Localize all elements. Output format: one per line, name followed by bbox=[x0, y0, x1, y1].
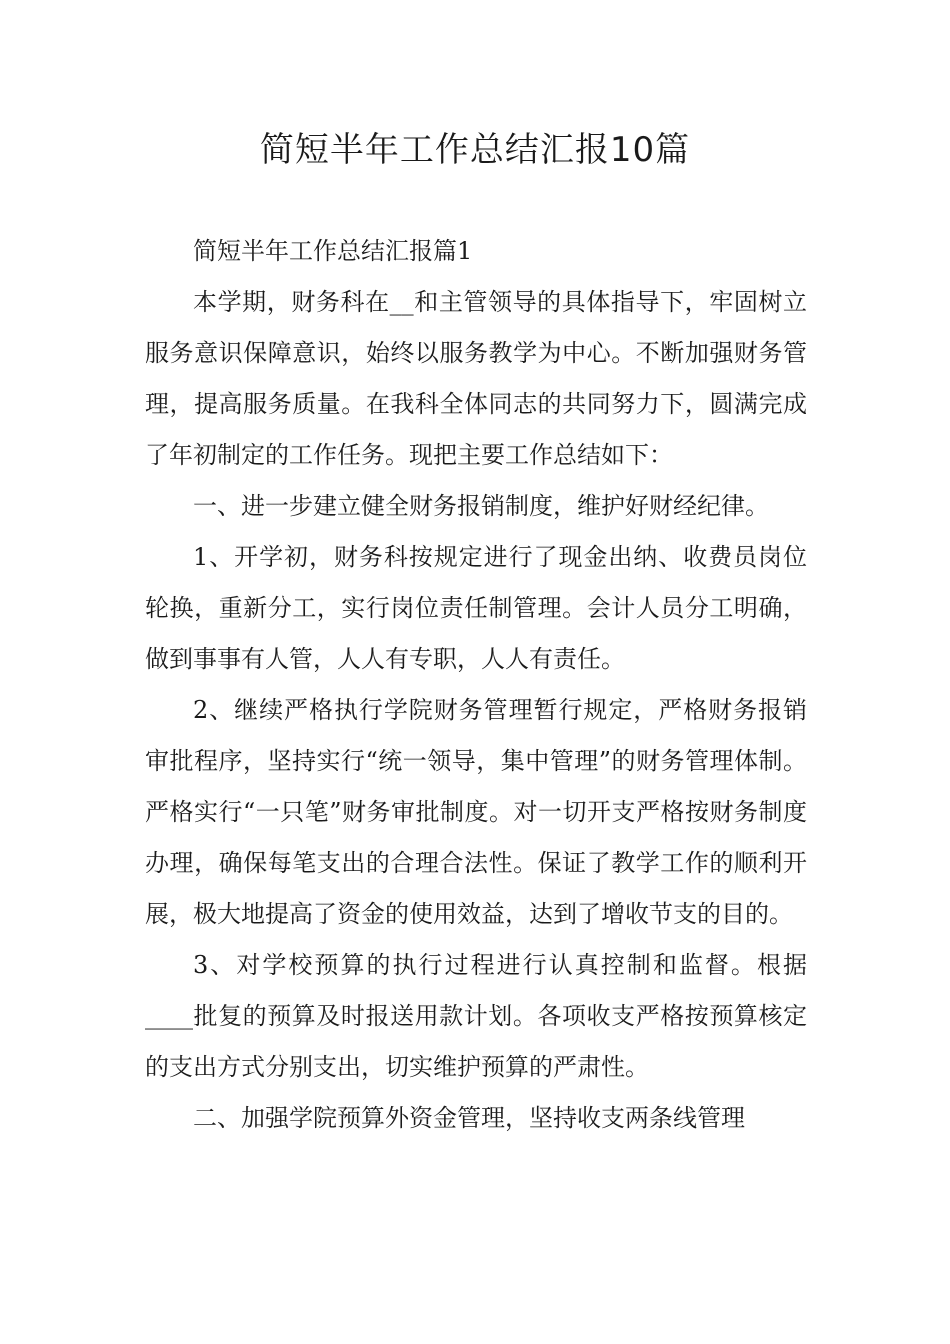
paragraph: 本学期，财务科在__和主管领导的具体指导下，牢固树立服务意识保障意识，始终以服务教学为中心。不断加强财务管理，提高服务质量。在我科全体同志的共同努力下，圆满完成了年初制定的工作任务。现把主要工作总结如下： bbox=[145, 288, 807, 469]
paragraph: 2、继续严格执行学院财务管理暂行规定，严格财务报销审批程序，坚持实行“统一领导，集中管理”的财务管理体制。严格实行“一只笔”财务审批制度。对一切开支严格按财务制度办理，确保每笔支出的合理合法性。保证了教学工作的顺利开展，极大地提高了资金的使用效益，达到了增收节支的目的。 bbox=[145, 696, 807, 928]
paragraph: 一、进一步建立健全财务报销制度，维护好财经纪律。 bbox=[193, 492, 769, 520]
section-heading: 简短半年工作总结汇报篇1 bbox=[193, 237, 473, 265]
paragraph: 1、开学初，财务科按规定进行了现金出纳、收费员岗位轮换，重新分工，实行岗位责任制管理。会计人员分工明确，做到事事有人管，人人有专职，人人有责任。 bbox=[145, 543, 807, 673]
paragraph: 3、对学校预算的执行过程进行认真控制和监督。根据____批复的预算及时报送用款计划。各项收支严格按预算核定的支出方式分别支出，切实维护预算的严肃性。 bbox=[145, 951, 807, 1081]
document-body bbox=[145, 226, 807, 1144]
document-title: 简短半年工作总结汇报10篇 bbox=[259, 130, 691, 170]
paragraph: 二、加强学院预算外资金管理，坚持收支两条线管理 bbox=[193, 1104, 745, 1132]
